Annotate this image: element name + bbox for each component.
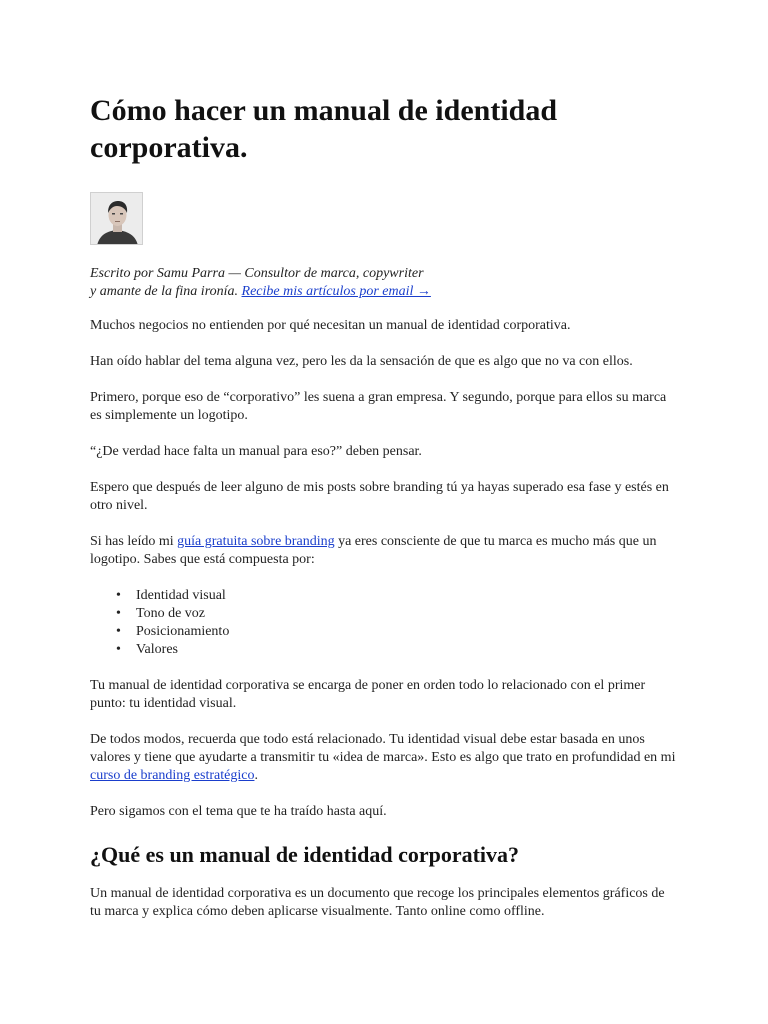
- list-item: [116, 623, 678, 641]
- list-item-label: Valores: [136, 642, 178, 657]
- list-item-label: Tono de voz: [136, 606, 206, 621]
- paragraph-1: Muchos negocios no entienden por qué necesitan un manual de identidad corporativa.: [90, 318, 571, 333]
- paragraph-6-after: ya eres consciente de que tu marca es mucho más que un logotipo. Sabes que está compuesta por:: [90, 534, 657, 567]
- paragraph-7: Tu manual de identidad corporativa se encarga de poner en orden todo lo relacionado con el primer punto: tu identidad visual.: [90, 678, 646, 711]
- list-item: [116, 587, 678, 605]
- author-avatar: [90, 192, 143, 245]
- paragraph-6-before: Si has leído mi: [90, 534, 178, 549]
- paragraph-8: [90, 731, 678, 785]
- free-branding-guide-link[interactable]: guía gratuita sobre branding: [177, 534, 335, 549]
- paragraph-2: Han oído hablar del tema alguna vez, pero les da la sensación de que es algo que no va con ellos.: [90, 354, 633, 369]
- list-item-label: Posicionamiento: [136, 624, 230, 639]
- bullet-icon: •: [116, 624, 121, 639]
- byline-line-2: [90, 283, 678, 301]
- branding-course-link[interactable]: curso de branding estratégico: [90, 768, 255, 783]
- bullet-icon: •: [116, 588, 121, 603]
- paragraph-9: Pero sigamos con el tema que te ha traído hasta aquí.: [90, 804, 387, 819]
- list-item-label: Identidad visual: [136, 588, 226, 603]
- bullet-icon: •: [116, 606, 121, 621]
- bullet-icon: •: [116, 642, 121, 657]
- paragraph-6: [90, 533, 678, 569]
- paragraph-8-before: De todos modos, recuerda que todo está relacionado. Tu identidad visual debe estar basada en unos valores y tiene que ayudarte a transmitir tu «idea de marca». Esto es algo que trato en profundidad en mi: [90, 732, 676, 765]
- author-byline: [90, 265, 678, 301]
- paragraph-10: Un manual de identidad corporativa es un documento que recoge los principales elementos gráficos de tu marca y explica cómo deben aplicarse visualmente. Tanto online como offline.: [90, 886, 665, 919]
- byline-line-1: Escrito por Samu Parra — Consultor de marca, copywriter: [90, 266, 424, 281]
- subscribe-email-link[interactable]: Recibe mis artículos por email →: [241, 284, 431, 299]
- paragraph-3: Primero, porque eso de “corporativo” les suena a gran empresa. Y segundo, porque para ellos su marca es simplemente un logotipo.: [90, 390, 667, 423]
- list-item: [116, 641, 678, 659]
- byline-text: y amante de la fina ironía.: [90, 284, 242, 299]
- article-title: Cómo hacer un manual de identidad corporativa.: [90, 94, 558, 164]
- brand-components-list: [90, 587, 678, 659]
- list-item: [116, 605, 678, 623]
- author-photo-icon: [91, 193, 143, 245]
- section-heading: ¿Qué es un manual de identidad corporativa?: [90, 842, 520, 867]
- paragraph-8-after: .: [254, 768, 258, 783]
- paragraph-4: “¿De verdad hace falta un manual para eso?” deben pensar.: [90, 444, 422, 459]
- paragraph-5: Espero que después de leer alguno de mis posts sobre branding tú ya hayas superado esa fase y estés en otro nivel.: [90, 480, 669, 513]
